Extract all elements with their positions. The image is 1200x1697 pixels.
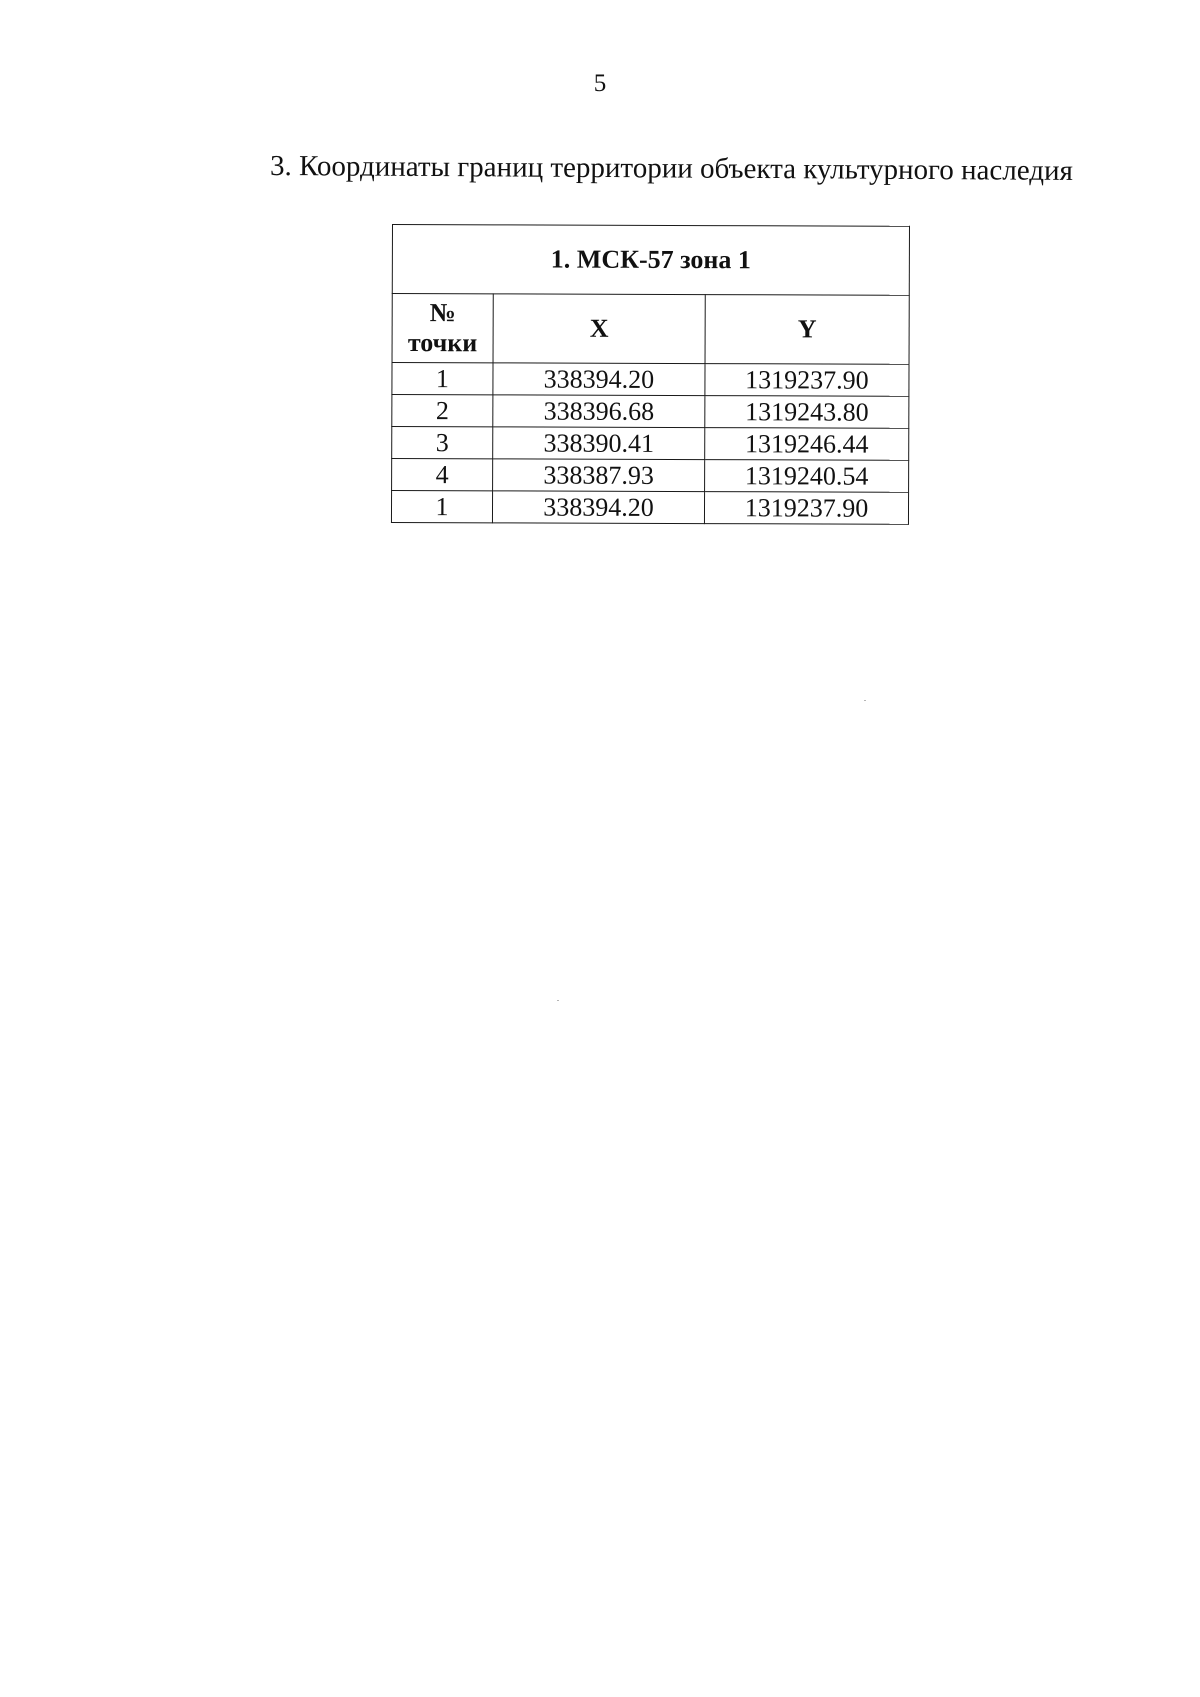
point-number-cell: 4	[392, 459, 493, 491]
x-coordinate-cell: 338396.68	[493, 395, 705, 428]
point-number-cell: 3	[392, 427, 493, 459]
y-coordinate-cell: 1319246.44	[705, 428, 909, 461]
page-number: 5	[593, 70, 607, 97]
table-row	[391, 491, 908, 525]
y-coordinate-cell: 1319243.80	[705, 396, 909, 429]
column-header-x: X	[493, 294, 705, 364]
table-row	[392, 363, 909, 397]
x-coordinate-cell: 338387.93	[493, 459, 705, 492]
y-coordinate-cell: 1319240.54	[705, 460, 909, 493]
section-heading: 3. Координаты границ территории объекта культурного наследия	[269, 150, 1073, 187]
column-header-y: Y	[705, 295, 909, 365]
x-coordinate-cell: 338394.20	[493, 363, 705, 396]
column-header-point-no-label: № точки	[407, 298, 478, 358]
zone-title: 1. МСК-57 зона 1	[392, 225, 909, 296]
y-coordinate-cell: 1319237.90	[704, 492, 908, 525]
table-row	[392, 427, 909, 461]
table-row	[392, 459, 909, 493]
point-number-cell: 1	[391, 491, 492, 523]
y-coordinate-cell: 1319237.90	[705, 364, 909, 397]
coordinates-table	[391, 224, 910, 525]
x-coordinate-cell: 338390.41	[493, 427, 705, 460]
point-number-cell: 2	[392, 395, 493, 427]
x-coordinate-cell: 338394.20	[492, 491, 704, 524]
column-header-point-no	[392, 294, 493, 363]
point-number-cell: 1	[392, 363, 493, 395]
scan-speck	[557, 1000, 559, 1001]
table-row	[392, 395, 909, 429]
scan-speck	[864, 700, 866, 701]
